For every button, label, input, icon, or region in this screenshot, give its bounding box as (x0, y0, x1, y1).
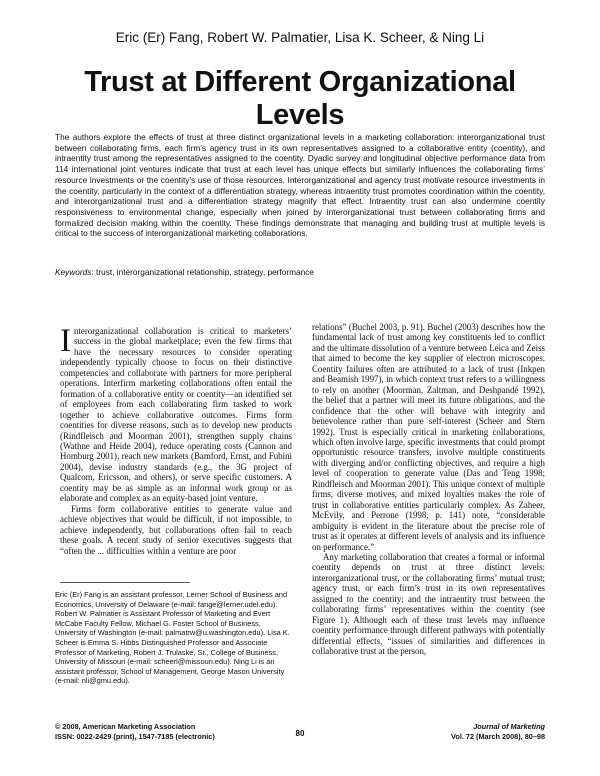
body-paragraph: Firms form collaborative entities to generate value and achieve objectives that would be difficult, if not impossible, to achieve independently, but collaborations often fail to reach these goals. A recent study of senior executives suggests that “often the ... difficulties within a venture are poor (60, 503, 292, 556)
copyright-line: © 2008, American Marketing Association (55, 722, 196, 731)
body-paragraph: Any marketing collaboration that creates a formal or informal coentity depends on trust at three distinct levels: interorganizational trust, or the collaborating firms’ mutual trust; agency trust, or each firm’s trust in its own representatives assigned to the coentity; and the intraentity trust between the collaborating firms’ representatives within the coentity (see Figure 1). Although each of these trust levels may influence coentity performance through different pathways with potentially differential effects, “issues of similarities and differences in collaborative trust at the person, (312, 551, 545, 657)
footer-right (451, 722, 545, 741)
keywords-label: Keywords (55, 267, 92, 277)
volume-line: Vol. 72 (March 2008), 80–98 (451, 731, 545, 741)
body-paragraph: relations” (Buchel 2003, p. 91). Buchel (2003) describes how the fundamental lack of trust among key constituents led to conflict and the ultimate dissolution of a venture between Leica and Zeiss that aimed to become the key supplier of electron microscopes. Coentity failures often are attributed to a lack of trust (Inkpen and Beamish 1997), in which context trust refers to a willingness to rely on another (Moorman, Zaltman, and Deshpandé 1992), the belief that a partner will meet its future obligations, and the confidence that the other will behave with integrity and benevolence rather than pure self-interest (Scheer and Stern 1992). Trust is especially critical in marketing collaborations, which often involve large, specific investments that could prompt opportunistic resource transfers, involve multiple constituents with diverging and/or conflicting objectives, and require a high level of cooperation to generate value (Das and Teng 1998; Rindfleisch and Moorman 2001). This unique context of multiple firms, diverse motives, and mixed loyalties makes the role of trust in collaborative entities particularly complex. As Zaheer, McEvily, and Perrone (1998, p. 141) note, “considerable ambiguity is evident in the literature about the precise role of trust as it operates at different levels of analysis and its influence on performance.” (312, 322, 545, 552)
paper-title: Trust at Different Organizational Levels (84, 66, 516, 131)
body-column-right (312, 322, 545, 657)
author-footnote: Eric (Er) Fang is an assistant professor, Lerner School of Business and Economics, University of Delaware (e-mail: fange@lerner.udel.edu). Robert W. Palmatier is Assistant Professor of Marketing and Evert McCabe Faculty Fellow, Michael G. Foster School of Business, University of Washington (e-mail: palmatrw@u.washington.edu). Lisa K. Scheer is Emma S. Hibbs Distinguished Professor and Associate Professor of Marketing, Robert J. Trulaske, Sr., College of Business, University of Missouri (e-mail: scheerl@missouri.edu). Ning Li is an assistant professor, School of Management, George Mason University (e-mail: nli@gmu.edu). (55, 590, 290, 686)
intro-paragraph-text: nterorganizational collaboration is critical to marketers’ success in the global marketplace; even the few firms that have the necessary resources to consider operating independently typically choose to focus on their distinctive competencies and collaborate with partners for more peripheral operations. Interfirm marketing collaborations often entail the formation of a collaborative entity or coentity—an identified set of employees from each collaborating firm tasked to work together to achieve collaborative outcomes. Firms form coentities for diverse reasons, such as to develop new products (Rindfleisch and Moorman 2001), strengthen supply chains (Wathne and Heide 2004), reduce operating costs (Cannon and Homburg 2001), reach new markets (Bamford, Ernst, and Fubini 2004), devise industry standards (e.g., the 3G project of Qualcom, Ericsson, and others), or serve specific customers. A coentity may be as simple as an informal work group or as elaborate and complex as an equity-based joint venture. (60, 326, 292, 504)
keywords-text: : trust, interorganizational relationship, strategy, performance (91, 267, 315, 277)
issn-line: ISSN: 0022-2429 (print), 1547-7185 (electronic) (55, 731, 215, 741)
journal-name: Journal of Marketing (473, 722, 545, 731)
body-column-left (60, 323, 292, 556)
keywords (55, 267, 545, 277)
drop-cap: I (60, 323, 71, 359)
abstract: The authors explore the effects of trust at three distinct organizational levels in a marketing collaboration: interorganizational trust between collaborating firms, each firm’s agency trust in its own representatives assigned to a collaborative entity (coentity), and intraentity trust among the representatives assigned to the coentity. Dyadic survey and longitudinal objective performance data from 114 international joint ventures indicate that trust at each level has unique effects but similarly influences the collaborating firms’ resource investments or the coentity’s use of those resources. Interorganizational and agency trust motivate resource investments in the coentity, particularly in the context of a differentiation strategy, whereas intraentity trust promotes coordination within the coentity, and interorganizational trust and a differentiation strategy magnify that effect. Intraentity trust can also undermine coentity responsiveness to environmental change, especially when joined by interorganizational trust between collaborating firms and formalized decision making within the coentity. These findings demonstrate that managing and building trust at multiple levels is critical to the success of interorganizational marketing collaborations. (55, 132, 545, 239)
page-number: 80 (295, 729, 305, 738)
footnote-divider (60, 582, 190, 583)
intro-paragraph (60, 323, 292, 504)
author-list: Eric (Er) Fang, Robert W. Palmatier, Lisa K. Scheer, & Ning Li (115, 30, 485, 45)
